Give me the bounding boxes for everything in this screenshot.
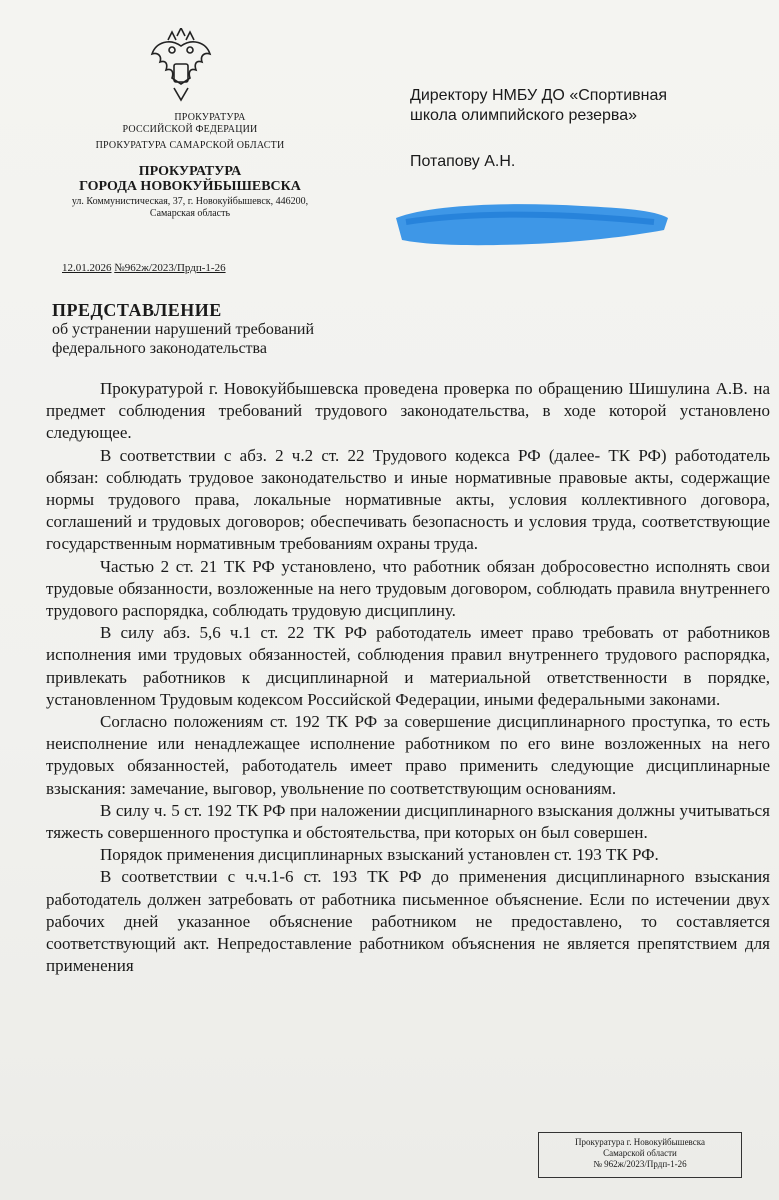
- addressee-name: Потапову А.Н.: [410, 153, 516, 170]
- body-paragraph-4: В силу абз. 5,6 ч.1 ст. 22 ТК РФ работодатель имеет право требовать от работников исполнения ими трудовых обязанностей, соблюдения правил внутреннего трудового распорядка, привлекать работников к дисциплинарной и материальной ответственности в порядке, установленном Трудовым кодексом Российской Федерации, иными федеральными законами.: [46, 623, 770, 709]
- document-date: 12.01.2026: [62, 262, 112, 274]
- document-subtitle-line1: об устранении нарушений требований: [52, 321, 315, 338]
- stamp-line1: Прокуратура г. Новокуйбышевска: [575, 1137, 705, 1147]
- org-line2: РОССИЙСКОЙ ФЕДЕРАЦИИ: [122, 124, 258, 135]
- body-paragraph-5: Согласно положениям ст. 192 ТК РФ за совершение дисциплинарного проступка, то есть неисполнение или ненадлежащее исполнение работником по его вине возложенных на него трудовых обязанностей, работодатель имеет право применить следующие дисциплинарные взыскания: замечание, выговор, увольнение по соответствующим основаниям.: [46, 712, 770, 798]
- document-subtitle: [52, 320, 412, 358]
- document-subtitle-line2: федерального законодательства: [52, 340, 267, 357]
- document-type-title: ПРЕДСТАВЛЕНИЕ: [52, 300, 222, 320]
- document-body: [46, 378, 770, 977]
- addressee-block: [410, 86, 740, 172]
- redaction-scribble: [396, 204, 668, 245]
- org-address-line2: Самарская область: [149, 208, 231, 219]
- org-line3: ПРОКУРАТУРА САМАРСКОЙ ОБЛАСТИ: [95, 140, 285, 151]
- org-name-line2: ГОРОДА НОВОКУЙБЫШЕВСКА: [79, 179, 301, 194]
- addressee-line2: школа олимпийского резерва»: [410, 107, 638, 124]
- body-paragraph-1: Прокуратурой г. Новокуйбышевска проведена проверка по обращению Шишулина А.В. на предмет соблюдения требований трудового законодательства, в ходе которой установлено следующее.: [46, 379, 770, 443]
- stamp-line2: Самарской области: [603, 1148, 677, 1158]
- redaction-mark: [392, 196, 672, 252]
- registration-number: №962ж/2023/Прдп-1-26: [114, 262, 226, 274]
- org-name: [40, 164, 340, 194]
- registration-stamp: [538, 1132, 742, 1178]
- org-name-line1: ПРОКУРАТУРА: [138, 164, 242, 179]
- org-address: [40, 196, 340, 220]
- body-paragraph-3: Частью 2 ст. 21 ТК РФ установлено, что работник обязан добросовестно исполнять свои трудовые обязанности, возложенные на него трудовым договором, соблюдать правила внутреннего трудового распорядка, соблюдать трудовую дисциплину.: [46, 556, 770, 621]
- body-paragraph-8: В соответствии с ч.ч.1-6 ст. 193 ТК РФ до применения дисциплинарного взыскания работодатель должен затребовать от работника письменное объяснение. Если по истечении двух рабочих дней указанное объяснение работником не предоставлено, то составляется соответствующий акт. Непредоставление работником объяснения не является препятствием для применения: [46, 867, 770, 976]
- body-paragraph-6: В силу ч. 5 ст. 192 ТК РФ при наложении дисциплинарного взыскания должны учитываться тяжесть совершенного проступка и обстоятельства, при которых он был совершен.: [46, 800, 770, 843]
- stamp-line3: № 962ж/2023/Прдп-1-26: [593, 1159, 687, 1169]
- issuer-block: [40, 112, 340, 220]
- body-paragraph-7: Порядок применения дисциплинарных взысканий установлен ст. 193 ТК РФ.: [100, 845, 659, 865]
- registration-line: [62, 262, 226, 274]
- coat-of-arms-icon: [148, 28, 214, 106]
- org-address-line1: ул. Коммунистическая, 37, г. Новокуйбышевск, 446200,: [71, 196, 309, 207]
- org-line1: ПРОКУРАТУРА: [174, 112, 246, 123]
- addressee-line1: Директору НМБУ ДО «Спортивная: [410, 87, 668, 104]
- body-paragraph-2: В соответствии с абз. 2 ч.2 ст. 22 Трудового кодекса РФ (далее- ТК РФ) работодатель обязан: соблюдать трудовое законодательство и иные нормативные правовые акты, содержащие нормы трудового права, локальные нормативные акты, условия коллективного договора, соглашений и трудовых договоров; обеспечивать безопасность и условия труда, соответствующие государственным нормативным требованиям охраны труда.: [46, 445, 770, 554]
